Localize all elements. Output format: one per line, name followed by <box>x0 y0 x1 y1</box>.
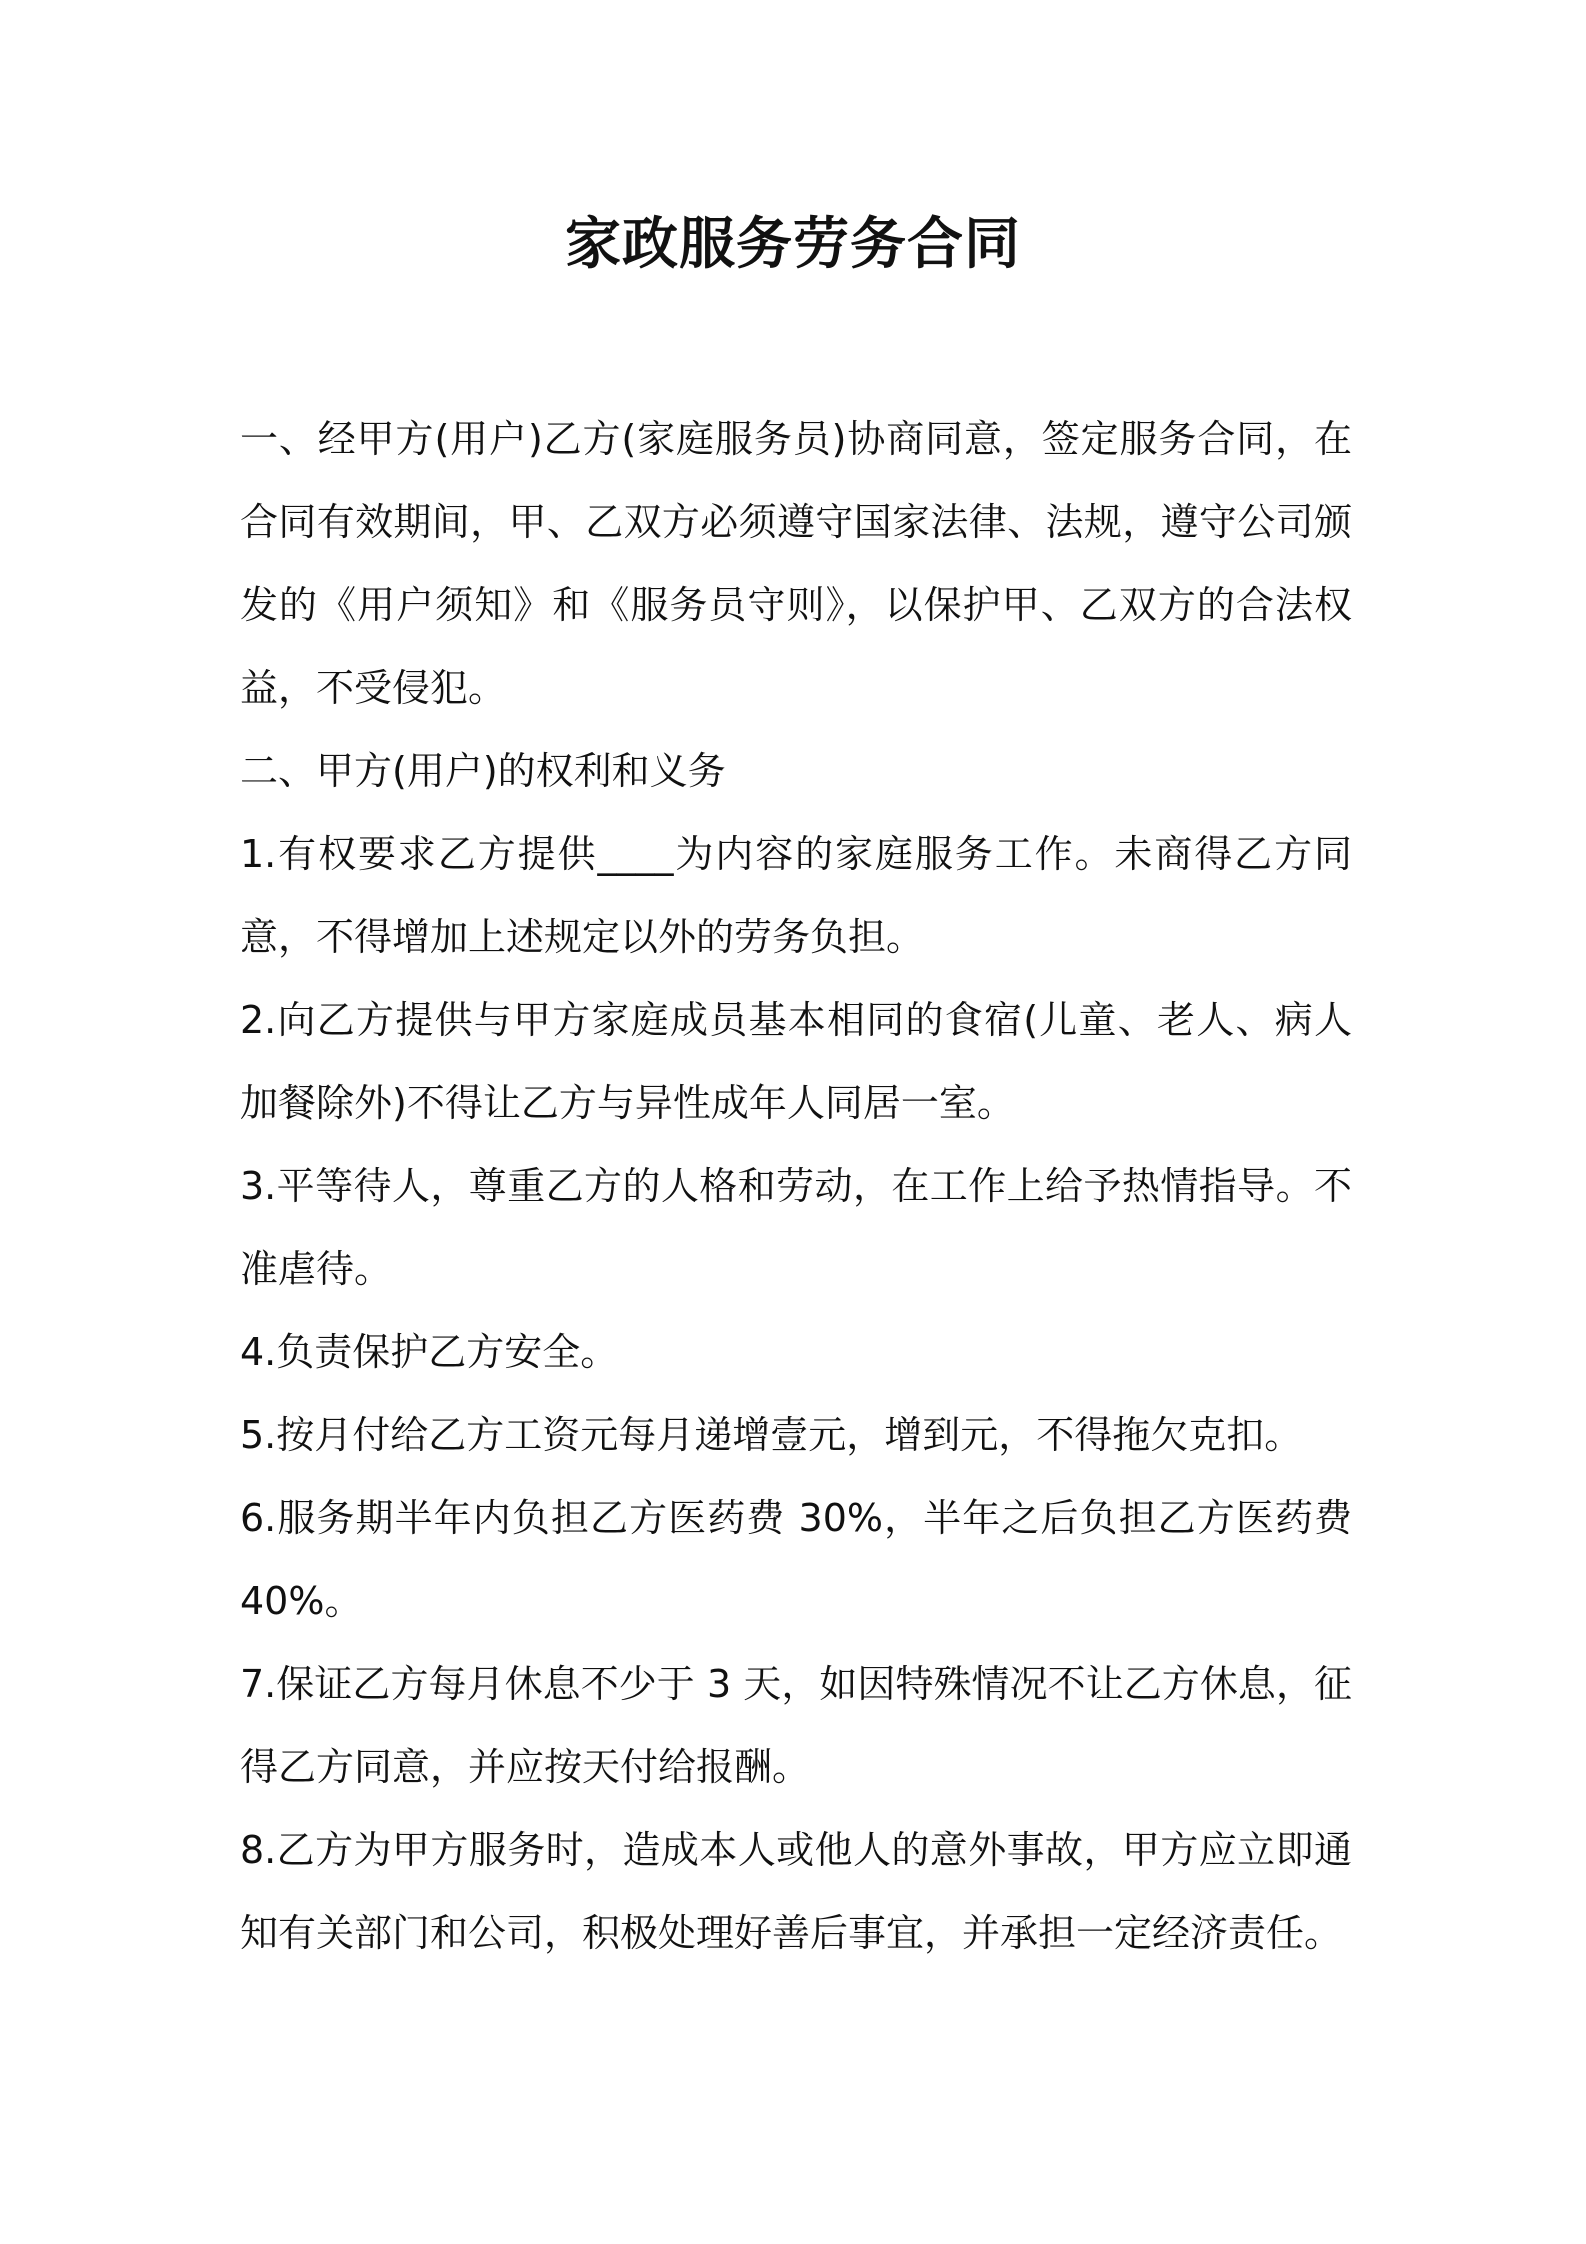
paragraph-section-2-heading: 二、甲方(用户)的权利和义务 <box>240 749 726 793</box>
document-body <box>240 398 1352 1975</box>
paragraph-clause-1: 1.有权要求乙方提供____为内容的家庭服务工作。未商得乙方同意，不得增加上述规定以外的劳务负担。 <box>240 832 1352 959</box>
paragraph-section-1: 一、经甲方(用户)乙方(家庭服务员)协商同意，签定服务合同，在合同有效期间，甲、乙双方必须遵守国家法律、法规，遵守公司颁发的《用户须知》和《服务员守则》，以保护甲、乙双方的合法权益，不受侵犯。 <box>240 417 1352 710</box>
document-title: 家政服务劳务合同 <box>565 212 1021 277</box>
paragraph-clause-7: 7.保证乙方每月休息不少于 3 天，如因特殊情况不让乙方休息，征得乙方同意，并应按天付给报酬。 <box>240 1662 1352 1789</box>
paragraph-clause-2: 2.向乙方提供与甲方家庭成员基本相同的食宿(儿童、老人、病人加餐除外)不得让乙方与异性成年人同居一室。 <box>240 998 1352 1125</box>
paragraph-clause-5: 5.按月付给乙方工资元每月递增壹元，增到元，不得拖欠克扣。 <box>240 1413 1303 1457</box>
paragraph-clause-4: 4.负责保护乙方安全。 <box>240 1330 619 1374</box>
paragraph-clause-3: 3.平等待人，尊重乙方的人格和劳动，在工作上给予热情指导。不准虐待。 <box>240 1164 1352 1291</box>
paragraph-clause-6: 6.服务期半年内负担乙方医药费 30%，半年之后负担乙方医药费 40%。 <box>240 1496 1352 1623</box>
paragraph-clause-8: 8.乙方为甲方服务时，造成本人或他人的意外事故，甲方应立即通知有关部门和公司，积极处理好善后事宜，并承担一定经济责任。 <box>240 1828 1352 1955</box>
